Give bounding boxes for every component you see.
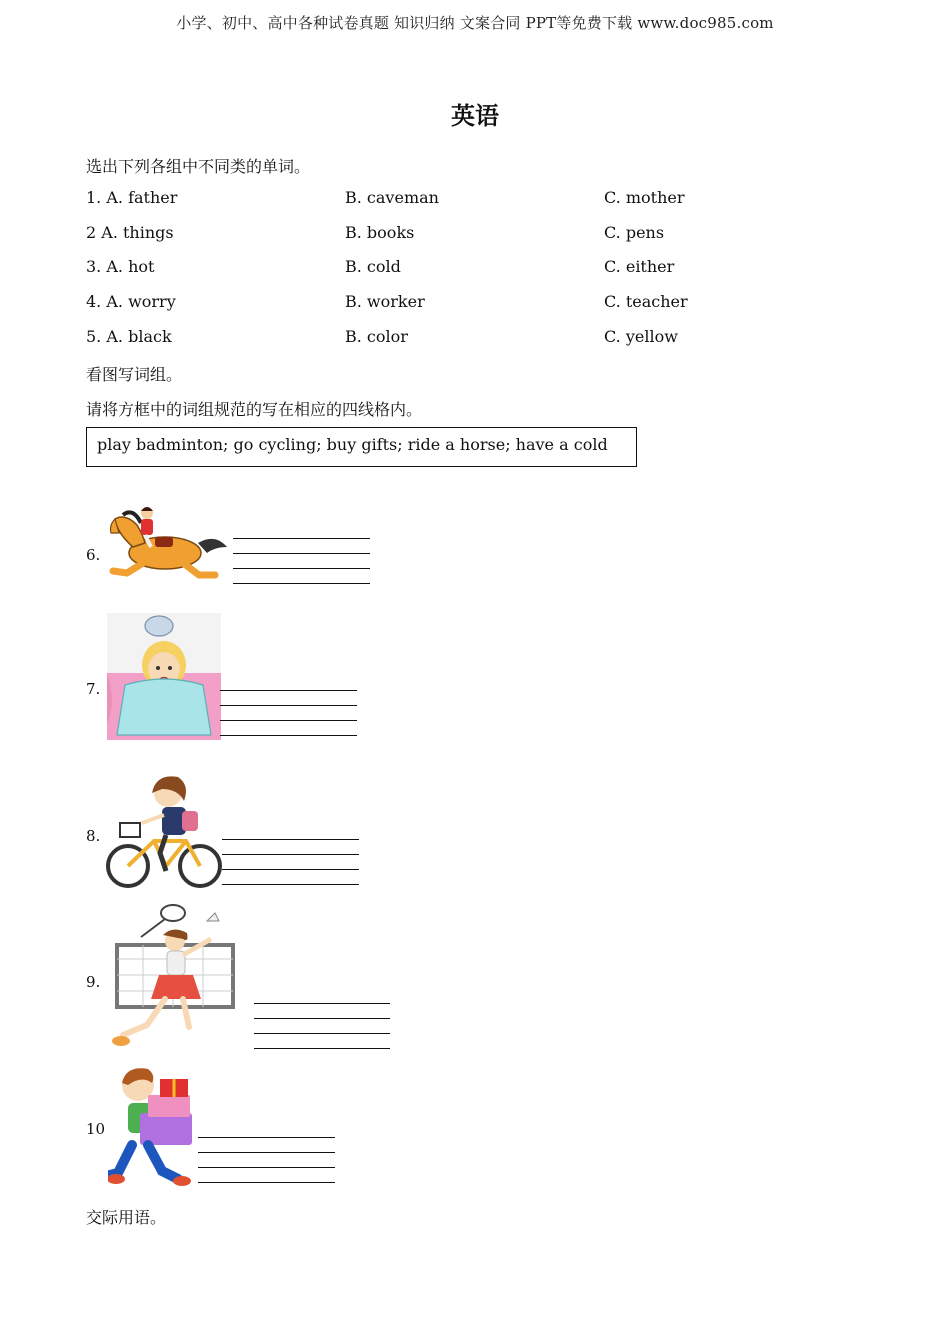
q5-option-b: B. color	[345, 327, 408, 346]
q4-option-c: C. teacher	[604, 292, 688, 311]
q3-option-b: B. cold	[345, 257, 401, 276]
q1-option-c: C. mother	[604, 188, 685, 207]
q4-option-b: B. worker	[345, 292, 425, 311]
item-7-number: 7.	[86, 680, 101, 698]
q3-option-c: C. either	[604, 257, 675, 276]
q2-option-a: 2 A. things	[86, 223, 174, 242]
item-9-number: 9.	[86, 973, 101, 991]
q5-option-c: C. yellow	[604, 327, 678, 346]
item-10-number: 10	[86, 1120, 106, 1138]
boy-carrying-gifts-illustration	[108, 1063, 198, 1187]
girl-playing-badminton-illustration	[103, 903, 239, 1053]
section1-instruction: 选出下列各组中不同类的单词。	[86, 157, 311, 176]
phrase-list: play badminton; go cycling; buy gifts; ride a horse; have a cold	[97, 435, 608, 454]
item-8-number: 8.	[86, 827, 101, 845]
girl-riding-horse-illustration	[103, 503, 229, 583]
page-header: 小学、初中、高中各种试卷真题 知识归纳 文案合同 PPT等免费下载 www.doc985.com	[176, 14, 774, 32]
section2-title: 看图写词组。	[86, 365, 183, 384]
q4-option-a: 4. A. worry	[86, 292, 176, 311]
q1-option-a: 1. A. father	[86, 188, 178, 207]
girl-cycling-illustration	[106, 771, 224, 889]
q3-option-a: 3. A. hot	[86, 257, 155, 276]
sick-child-with-ice-bag-illustration	[107, 613, 221, 740]
q1-option-b: B. caveman	[345, 188, 439, 207]
page-title: 英语	[451, 101, 499, 130]
q5-option-a: 5. A. black	[86, 327, 172, 346]
item-6-number: 6.	[86, 546, 101, 564]
phrase-box	[86, 427, 637, 467]
section3-title: 交际用语。	[86, 1208, 167, 1227]
section2-instruction: 请将方框中的词组规范的写在相应的四线格内。	[86, 400, 423, 419]
q2-option-c: C. pens	[604, 223, 665, 242]
q2-option-b: B. books	[345, 223, 415, 242]
